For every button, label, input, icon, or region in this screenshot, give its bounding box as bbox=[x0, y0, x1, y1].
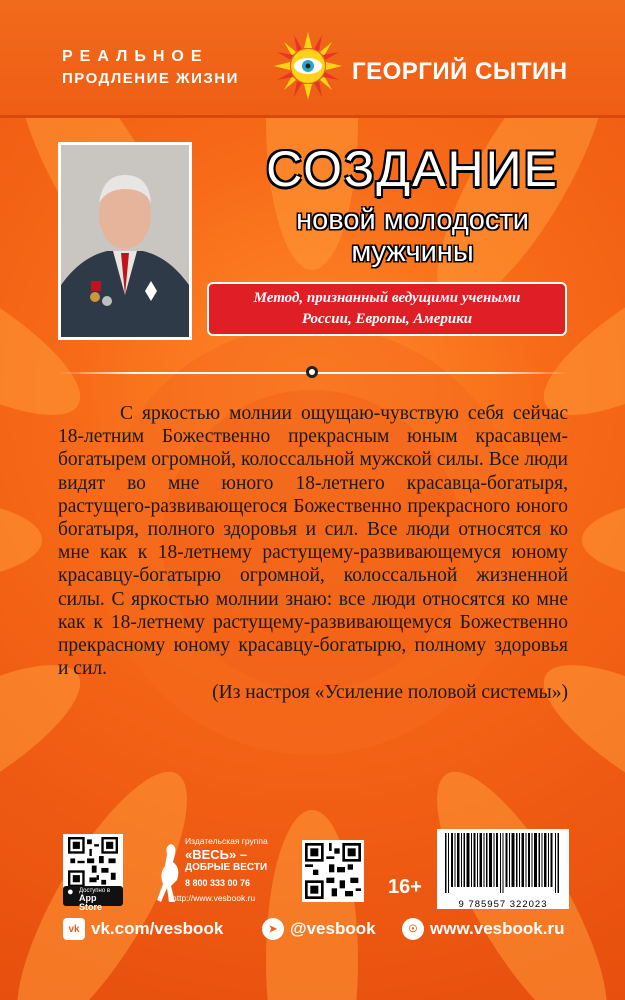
isbn-barcode bbox=[437, 829, 569, 909]
publisher-url[interactable]: http://www.vesbook.ru bbox=[172, 893, 256, 903]
publisher-name: «ВЕСЬ» – bbox=[185, 847, 248, 862]
divider-dot bbox=[306, 366, 318, 378]
vk-url: vk.com/vesbook bbox=[91, 919, 224, 938]
telegram-icon: ➤ bbox=[262, 918, 284, 940]
book-subtitle-line-1: новой молодости bbox=[296, 204, 529, 236]
publisher-phone: 8 800 333 00 76 bbox=[185, 878, 251, 888]
app-store-line-1: Доступно в bbox=[79, 888, 111, 894]
apple-icon: ● bbox=[67, 886, 74, 898]
source-note: (Из настроя «Усиление половой системы») bbox=[212, 682, 568, 703]
body-paragraph: С яркостью молнии ощущаю-чувствую себя сейчас 18-летним Божественно прекрасным юным красавцем-богатырем огромной, колоссальной мужской силы. Все люди видят во мне юного 18-летнего красавца-богатыря, растущего-развивающегося Божественно прекрасного юного богатыря, полного здоровья и сил. Все люди относятся ко мне как к 18-летнему растущему-развивающемуся юному красавцу-богатырю огромной, колоссальной жизненной силы. С яркостью молнии знаю: все люди относятся ко мне как к 18-летнему растущему-развивающемуся Божественно прекрасному юному красавцу-богатырю, полному здоровья и сил. bbox=[58, 403, 568, 680]
telegram-handle: @vesbook bbox=[290, 919, 376, 938]
book-title: СОЗДАНИЕ bbox=[266, 141, 559, 197]
isbn-number: 9 785957 322023 bbox=[458, 899, 548, 910]
header-band bbox=[0, 0, 625, 118]
series-line-1: РЕАЛЬНОЕ bbox=[62, 48, 209, 65]
social-vk-link[interactable] bbox=[63, 916, 223, 942]
qr-code-site[interactable] bbox=[302, 840, 364, 902]
vk-icon: vk bbox=[63, 918, 85, 940]
method-line-2: России, Европы, Америки bbox=[301, 311, 473, 327]
author-name: ГЕОРГИЙ СЫТИН bbox=[352, 58, 568, 85]
qr-code-app[interactable] bbox=[63, 834, 123, 890]
web-url: www.vesbook.ru bbox=[430, 919, 565, 938]
sun-eye-icon bbox=[272, 30, 344, 102]
age-rating: 16+ bbox=[388, 876, 422, 898]
barcode-icon bbox=[443, 833, 563, 893]
series-line-2: ПРОДЛЕНИЕ ЖИЗНИ bbox=[62, 70, 239, 87]
author-photo bbox=[58, 142, 192, 340]
book-subtitle-line-2: мужчины bbox=[351, 236, 474, 268]
app-store-badge[interactable] bbox=[63, 886, 123, 912]
social-telegram-link[interactable] bbox=[262, 916, 376, 942]
publisher-slogan: ДОБРЫЕ ВЕСТИ bbox=[185, 862, 268, 873]
app-store-line-2: App Store bbox=[79, 893, 103, 912]
portrait-image bbox=[61, 145, 189, 337]
method-line-1: Метод, признанный ведущими учеными bbox=[253, 290, 521, 306]
publisher-group-label: Издательская группа bbox=[185, 836, 268, 846]
method-badge bbox=[207, 282, 567, 336]
globe-icon: ☉ bbox=[402, 918, 424, 940]
social-web-link[interactable] bbox=[402, 916, 564, 942]
